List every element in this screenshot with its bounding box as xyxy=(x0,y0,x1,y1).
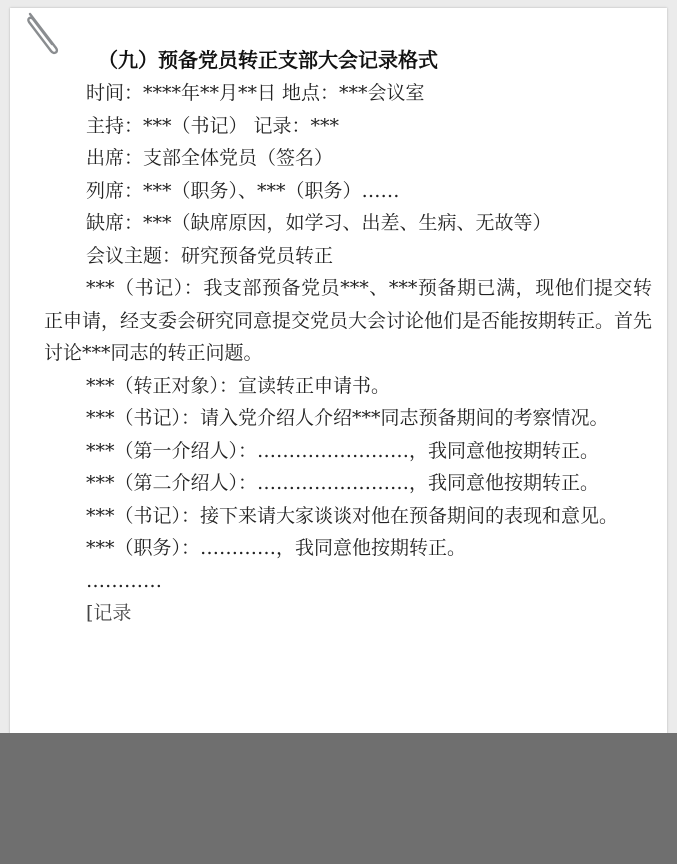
meta-attendees: 出席：支部全体党员（签名） xyxy=(86,147,334,169)
paragraph-member-opinion: ***（职务）：…………，我同意他按期转正。 xyxy=(86,537,467,559)
ellipsis-line: ………… xyxy=(86,569,162,592)
meta-observers: 列席：***（职务）、***（职务）…… xyxy=(86,179,400,202)
meta-absentees: 缺席：***（缺席原因，如学习、出差、生病、无故等） xyxy=(86,212,552,234)
paragraph-first-introducer: ***（第一介绍人）：……………………，我同意他按期转正。 xyxy=(86,439,600,462)
meta-time-location: 时间：****年**月**日 地点：***会议室 xyxy=(86,82,425,104)
document-title: （九）预备党员转正支部大会记录格式 xyxy=(98,48,438,72)
paragraph-second-introducer: ***（第二介绍人）：……………………，我同意他按期转正。 xyxy=(86,472,600,494)
document-content xyxy=(44,44,652,630)
paragraph-secretary-intro: ***（书记）：我支部预备党员***、***预备期已满，现他们提交转正申请，经支委会研究同意提交党员大会讨论他们是否能按期转正。首先讨论***同志的转正问题。 xyxy=(44,277,653,364)
meta-host-recorder: 主持：***（书记） 记录：*** xyxy=(86,114,340,137)
paragraph-candidate-application: ***（转正对象）：宣读转正申请书。 xyxy=(86,374,391,397)
bottom-overlay xyxy=(0,733,677,864)
paragraph-secretary-request: ***（书记）：请入党介绍人介绍***同志预备期间的考察情况。 xyxy=(86,407,609,429)
document-page xyxy=(10,8,667,768)
meta-topic: 会议主题：研究预备党员转正 xyxy=(86,244,334,267)
paragraph-secretary-discussion: ***（书记）：接下来请大家谈谈对他在预备期间的表现和意见。 xyxy=(86,504,619,527)
cut-off-line: [记录 xyxy=(86,602,132,624)
